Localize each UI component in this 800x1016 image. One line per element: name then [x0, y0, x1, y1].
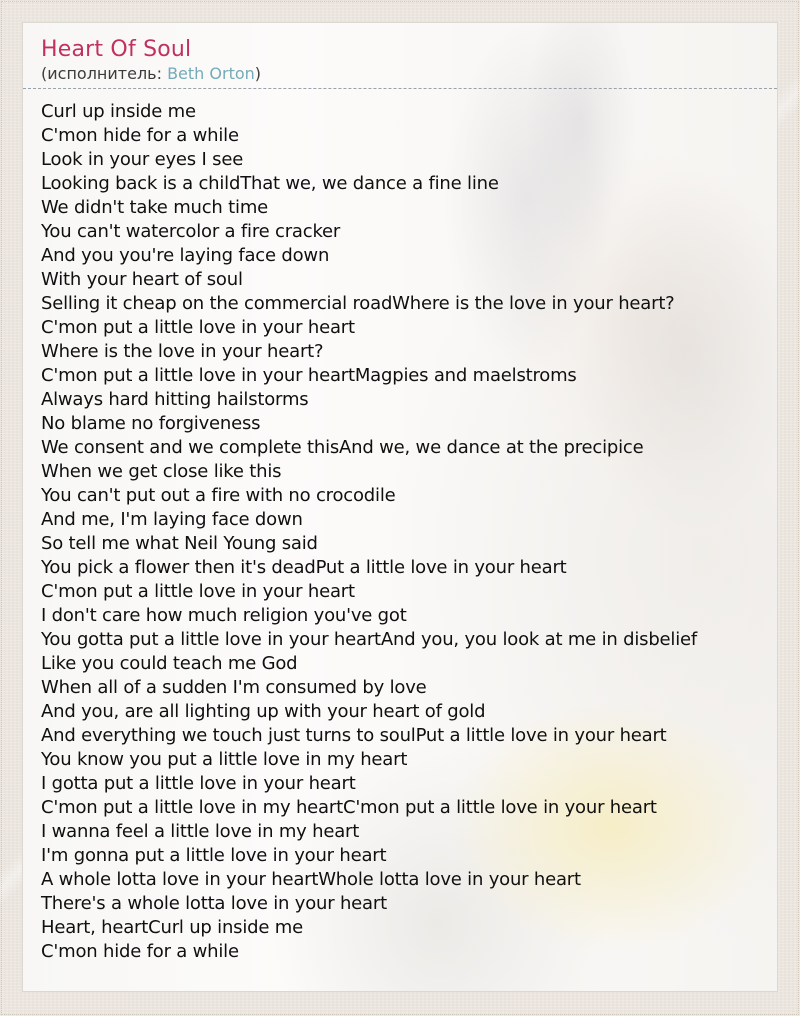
lyric-line: With your heart of soul: [41, 269, 243, 290]
artist-link[interactable]: Beth Orton: [167, 64, 255, 83]
lyric-line: And everything we touch just turns to soulPut a little love in your heart: [41, 725, 667, 746]
lyric-line: No blame no forgiveness: [41, 413, 261, 434]
header: [23, 23, 777, 89]
artist-line: [41, 64, 759, 88]
artist-label-suffix: ): [254, 64, 262, 83]
lyric-line: C'mon put a little love in your heart: [41, 581, 355, 602]
lyric-line: A whole lotta love in your heartWhole lotta love in your heart: [41, 869, 581, 890]
lyric-line: And me, I'm laying face down: [41, 509, 303, 530]
lyric-line: Where is the love in your heart?: [41, 341, 324, 362]
lyric-line: You gotta put a little love in your heartAnd you, you look at me in disbelief: [41, 629, 698, 650]
lyric-line: We didn't take much time: [41, 197, 269, 218]
lyric-line: Like you could teach me God: [41, 653, 298, 674]
lyric-line: I don't care how much religion you've got: [41, 605, 407, 626]
lyric-line: I gotta put a little love in your heart: [41, 773, 356, 794]
lyric-line: Selling it cheap on the commercial roadWhere is the love in your heart?: [41, 293, 675, 314]
lyrics-card: [22, 22, 778, 992]
lyric-line: And you you're laying face down: [41, 245, 330, 266]
lyrics-text: [23, 89, 777, 964]
lyric-line: C'mon put a little love in your heartMagpies and maelstroms: [41, 365, 577, 386]
lyric-line: And you, are all lighting up with your heart of gold: [41, 701, 486, 722]
lyric-line: Curl up inside me: [41, 101, 196, 122]
lyric-line: You can't put out a fire with no crocodile: [41, 485, 396, 506]
artist-label-prefix: (исполнитель:: [41, 64, 168, 83]
lyric-line: C'mon put a little love in your heart: [41, 317, 355, 338]
lyric-line: Always hard hitting hailstorms: [41, 389, 309, 410]
lyric-line: C'mon hide for a while: [41, 941, 239, 962]
lyric-line: When we get close like this: [41, 461, 282, 482]
page-title: Heart Of Soul: [41, 37, 192, 62]
lyric-line: When all of a sudden I'm consumed by love: [41, 677, 427, 698]
lyric-line: You know you put a little love in my heart: [41, 749, 408, 770]
lyric-line: Heart, heartCurl up inside me: [41, 917, 303, 938]
lyric-line: You can't watercolor a fire cracker: [41, 221, 341, 242]
lyric-line: You pick a flower then it's deadPut a little love in your heart: [41, 557, 567, 578]
lyric-line: C'mon put a little love in my heartC'mon put a little love in your heart: [41, 797, 657, 818]
lyric-line: Looking back is a childThat we, we dance a fine line: [41, 173, 499, 194]
lyric-line: We consent and we complete thisAnd we, we dance at the precipice: [41, 437, 644, 458]
lyric-line: C'mon hide for a while: [41, 125, 239, 146]
lyric-line: Look in your eyes I see: [41, 149, 244, 170]
lyric-line: I'm gonna put a little love in your heart: [41, 845, 387, 866]
lyric-line: So tell me what Neil Young said: [41, 533, 318, 554]
lyric-line: I wanna feel a little love in my heart: [41, 821, 360, 842]
lyric-line: There's a whole lotta love in your heart: [41, 893, 387, 914]
